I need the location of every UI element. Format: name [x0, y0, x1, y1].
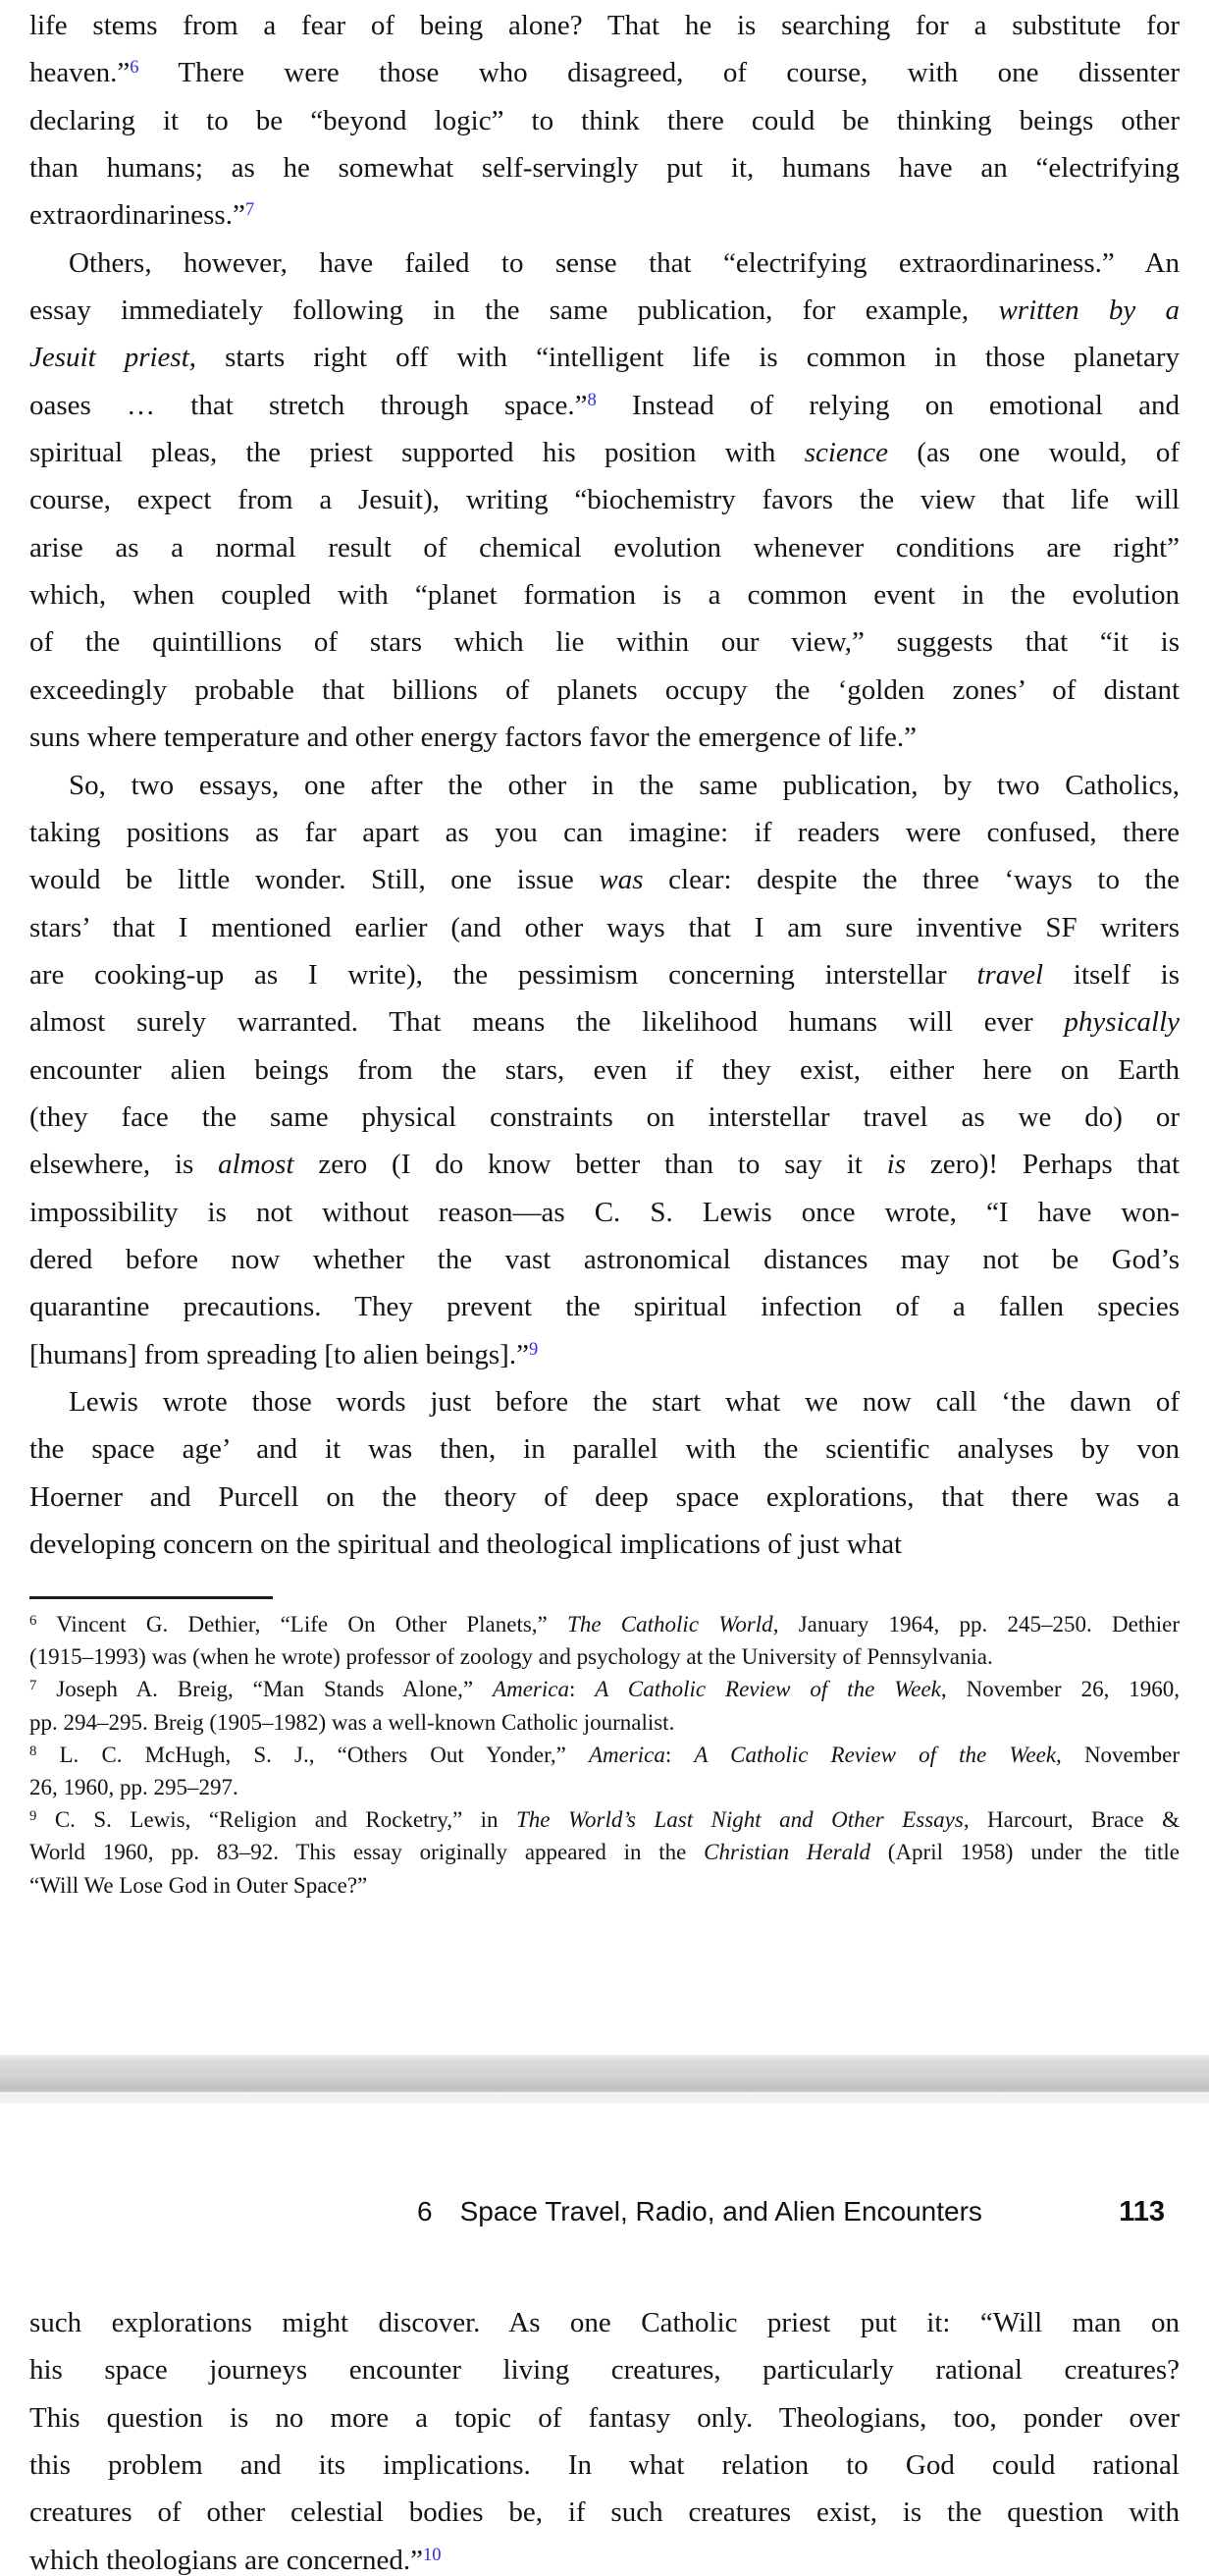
- footnote-ref-9[interactable]: 9: [528, 1338, 539, 1360]
- text-span: developing concern on the spiritual and theological implications of just what: [29, 1529, 903, 1560]
- text-span: than humans; as he somewhat self-servingly put it, humans have an “electrifying: [29, 152, 1180, 185]
- text-span: quarantine precautions. They prevent the spiritual infection of a fallen species: [29, 1291, 1180, 1323]
- text-span: oases … that stretch through space.”: [29, 389, 588, 421]
- footnote-marker-7: 7: [29, 1678, 37, 1694]
- text-span: The Catholic World: [567, 1612, 773, 1637]
- footnote-ref-8[interactable]: 8: [587, 389, 597, 410]
- text-span: :: [568, 1677, 596, 1702]
- text-span: elsewhere, is: [29, 1149, 219, 1181]
- text-span: dered before now whether the vast astronomical distances may not be God’s: [29, 1243, 1180, 1275]
- text-line: [29, 287, 1180, 334]
- text-span: Lewis wrote those words just before the start what we now call ‘the dawn of: [69, 1385, 1180, 1418]
- text-span: L. C. McHugh, S. J., “Others Out Yonder,”: [36, 1742, 589, 1767]
- text-span: pp. 294–295. Breig (1905–1982) was a well-known Catholic journalist.: [29, 1709, 675, 1735]
- text-span: (1915–1993) was (when he wrote) professor of zoology and psychology at the University of Pennsylvania.: [29, 1644, 993, 1670]
- text-line: [29, 382, 1180, 429]
- footnote-divider: [29, 1596, 273, 1599]
- text-span: , January 1964, pp. 245–250. Dethier: [772, 1612, 1181, 1637]
- text-span: stars’ that I mentioned earlier (and other ways that I am sure inventive SF writers: [29, 911, 1180, 943]
- text-line: [29, 571, 1180, 618]
- text-span: Instead of relying on emotional and: [596, 389, 1180, 421]
- text-line: [29, 1608, 1180, 1640]
- text-line: [29, 2346, 1180, 2393]
- footnote: [29, 1739, 1180, 1803]
- text-span: [humans] from spreading [to alien beings].”: [29, 1338, 529, 1370]
- footnote-ref-7[interactable]: 7: [244, 199, 255, 221]
- text-span: Joseph A. Breig, “Man Stands Alone,”: [36, 1677, 494, 1702]
- text-span: Hoerner and Purcell on the theory of deep space explorations, that there was a: [29, 1480, 1180, 1513]
- footnote: [29, 1803, 1180, 1902]
- page1-body-text: [29, 2, 1180, 1568]
- text-span: which theologians are concerned.”: [29, 2544, 423, 2576]
- text-line: [29, 1673, 1180, 1705]
- text-span: zero)! Perhaps that: [906, 1149, 1180, 1181]
- footnote-marker-6: 6: [29, 1612, 37, 1629]
- text-line: [29, 1836, 1180, 1868]
- text-line: [29, 856, 1180, 903]
- text-span: So, two essays, one after the other in the same publication, by two Catholics,: [69, 769, 1180, 801]
- text-line: [29, 1425, 1180, 1473]
- text-span: which, when coupled with “planet formation is a common event in the evolution: [29, 579, 1180, 612]
- page1-footnotes: [29, 1608, 1180, 1902]
- text-span: spiritual pleas, the priest supported his position with: [29, 437, 805, 469]
- footnote-marker-9: 9: [29, 1808, 37, 1825]
- text-line: [29, 2537, 1180, 2576]
- text-span: A Catholic Review of the Week: [694, 1742, 1057, 1767]
- text-line: [29, 49, 1180, 96]
- text-line: [29, 1331, 1180, 1378]
- text-line: [29, 951, 1180, 998]
- text-span: life stems from a fear of being alone? That he is searching for a substitute for: [29, 10, 1180, 41]
- text-line: [29, 1640, 1180, 1673]
- text-line: [29, 476, 1180, 523]
- text-line: [29, 904, 1180, 951]
- text-span: course, expect from a Jesuit), writing “biochemistry favors the view that life will: [29, 484, 1180, 516]
- text-line: [29, 1771, 1180, 1803]
- text-span: almost: [218, 1149, 294, 1181]
- body-paragraph: [29, 2299, 1180, 2576]
- text-line: [29, 429, 1180, 476]
- text-span: would be little wonder. Still, one issue: [29, 864, 600, 896]
- body-paragraph: [29, 762, 1180, 1378]
- text-span: creatures of other celestial bodies be, if such creatures exist, is the question with: [29, 2496, 1180, 2529]
- footnote: [29, 1673, 1180, 1738]
- text-line: [29, 2299, 1180, 2346]
- text-span: Jesuit priest: [29, 342, 189, 374]
- text-span: , starts right off with “intelligent life is common in those planetary: [188, 342, 1181, 374]
- text-span: Others, however, have failed to sense that “electrifying extraordinariness.” An: [69, 246, 1180, 279]
- text-line: [29, 1094, 1180, 1141]
- text-line: [29, 1869, 1180, 1902]
- text-span: itself is: [1043, 958, 1180, 991]
- text-line: [29, 618, 1180, 666]
- text-span: is: [886, 1149, 907, 1181]
- chapter-number: 6: [417, 2196, 433, 2227]
- text-line: [29, 97, 1180, 144]
- text-span: (April 1958) under the title: [870, 1840, 1181, 1865]
- text-line: [29, 667, 1180, 714]
- text-span: A Catholic Review of the Week: [595, 1677, 941, 1702]
- text-line: [29, 1141, 1180, 1188]
- text-span: are cooking-up as I write), the pessimism concerning interstellar: [29, 958, 977, 991]
- chapter-title: Space Travel, Radio, and Alien Encounters: [459, 2196, 982, 2227]
- text-line: [29, 1739, 1180, 1771]
- text-span: physically: [1064, 1006, 1180, 1039]
- text-span: America: [493, 1677, 569, 1702]
- text-span: This question is no more a topic of fantasy only. Theologians, too, ponder over: [29, 2401, 1180, 2434]
- text-line: [29, 191, 1180, 239]
- page-number: 113: [1119, 2196, 1165, 2227]
- text-span: arise as a normal result of chemical evolution whenever conditions are right”: [29, 531, 1180, 564]
- text-line: [29, 1706, 1180, 1739]
- text-span: exceedingly probable that billions of planets occupy the ‘golden zones’ of distant: [29, 673, 1180, 706]
- body-paragraph: [29, 1378, 1180, 1568]
- text-line: [29, 1521, 1180, 1568]
- text-span: There were those who disagreed, of course, with one dissenter: [138, 57, 1180, 89]
- text-span: was: [599, 864, 644, 896]
- page2-body-text: [29, 2299, 1180, 2576]
- text-line: [29, 2442, 1180, 2489]
- footnote-ref-6[interactable]: 6: [130, 57, 139, 79]
- text-line: [29, 998, 1180, 1046]
- text-line: [29, 240, 1180, 287]
- text-span: zero (I do know better than to say it: [293, 1149, 887, 1181]
- text-span: such explorations might discover. As one Catholic priest put it: “Will man on: [29, 2307, 1180, 2338]
- text-span: essay immediately following in the same publication, for example,: [29, 295, 999, 327]
- text-span: (as one would, of: [888, 437, 1181, 469]
- text-span: declaring it to be “beyond logic” to think there could be thinking beings other: [29, 104, 1180, 136]
- text-span: written by a: [998, 295, 1180, 327]
- text-line: [29, 2394, 1180, 2442]
- text-span: taking positions as far apart as you can imagine: if readers were confused, there: [29, 816, 1180, 848]
- text-span: this problem and its implications. In what relation to God could rational: [29, 2449, 1180, 2482]
- text-line: [29, 1189, 1180, 1236]
- text-span: impossibility is not without reason—as C. S. Lewis once wrote, “I have won-: [29, 1196, 1180, 1228]
- footnote: [29, 1608, 1180, 1673]
- text-span: encounter alien beings from the stars, even if they exist, either here on Earth: [29, 1053, 1180, 1086]
- text-line: [29, 1236, 1180, 1283]
- text-line: [29, 1803, 1180, 1836]
- page-separator-band: [0, 2055, 1209, 2092]
- text-span: The World’s Last Night and Other Essays: [515, 1807, 964, 1833]
- page-separator-strip: [0, 2092, 1209, 2103]
- text-line: [29, 334, 1180, 381]
- body-paragraph: [29, 240, 1180, 762]
- text-line: [29, 809, 1180, 856]
- text-span: suns where temperature and other energy factors favor the emergence of life.”: [29, 722, 917, 754]
- page-separator: [0, 2055, 1209, 2103]
- text-span: clear: despite the three ‘ways to the: [643, 864, 1180, 896]
- text-line: [29, 714, 1180, 761]
- text-span: science: [804, 437, 889, 469]
- text-span: Vincent G. Dethier, “Life On Other Planets,”: [36, 1612, 568, 1637]
- text-span: the space age’ and it was then, in parallel with the scientific analyses by von: [29, 1433, 1180, 1466]
- text-span: , Harcourt, Brace &: [963, 1807, 1180, 1833]
- text-line: [29, 1283, 1180, 1330]
- text-span: World 1960, pp. 83–92. This essay originally appeared in the: [29, 1840, 705, 1865]
- text-span: , November 26, 1960,: [940, 1677, 1181, 1702]
- text-span: “Will We Lose God in Outer Space?”: [29, 1872, 368, 1898]
- text-line: [29, 762, 1180, 809]
- text-span: his space journeys encounter living creatures, particularly rational creatures?: [29, 2354, 1180, 2387]
- text-span: , November: [1056, 1742, 1181, 1767]
- text-span: (they face the same physical constraints on interstellar travel as we do) or: [29, 1100, 1180, 1133]
- text-line: [29, 1474, 1180, 1521]
- footnote-marker-8: 8: [29, 1743, 37, 1759]
- footnote-ref-10[interactable]: 10: [423, 2544, 442, 2565]
- text-line: [29, 1378, 1180, 1425]
- text-line: [29, 144, 1180, 191]
- text-span: C. S. Lewis, “Religion and Rocketry,” in: [36, 1807, 516, 1833]
- running-header: [417, 2196, 1165, 2228]
- text-span: 26, 1960, pp. 295–297.: [29, 1775, 238, 1800]
- text-line: [29, 2489, 1180, 2536]
- text-line: [29, 2, 1180, 49]
- text-line: [29, 524, 1180, 571]
- text-line: [29, 1046, 1180, 1094]
- text-span: extraordinariness.”: [29, 199, 245, 232]
- text-span: heaven.”: [29, 57, 131, 89]
- text-span: almost surely warranted. That means the likelihood humans will ever: [29, 1006, 1065, 1039]
- text-span: travel: [976, 958, 1044, 991]
- body-paragraph: [29, 2, 1180, 240]
- text-span: :: [664, 1742, 695, 1767]
- text-span: America: [588, 1742, 665, 1767]
- text-span: Christian Herald: [704, 1840, 871, 1865]
- text-span: of the quintillions of stars which lie within our view,” suggests that “it is: [29, 626, 1180, 659]
